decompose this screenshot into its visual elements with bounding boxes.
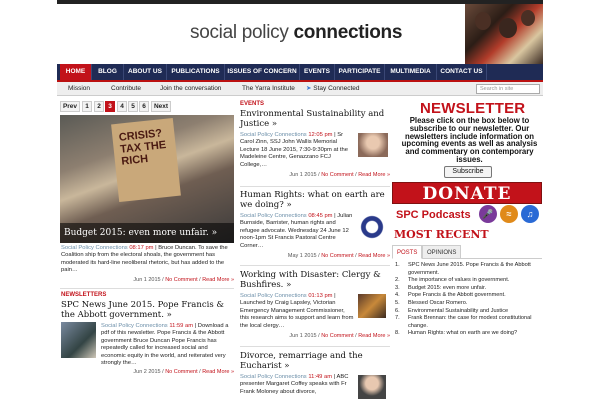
mid-divider-1 [240, 186, 390, 187]
mid-post-2: Human Rights: what on earth are we doing? » Social Policy Connections 08:45 pm | Julian Burnside, Barrister, human rights and refugee advocate. Wednesday 24 June 12 noon-1pm St Francis Pastoral Centre Corner… May 1 2015 / No Comment / Read More » [240, 190, 390, 260]
subnav-join[interactable]: Join the conversation [160, 85, 222, 92]
mid-post-4: Divorce, remarriage and the Eucharist » Social Policy Connections 11:49 am | ABC presenter Margaret Coffey speaks with Fr Frank Moloney about divorce, [240, 351, 390, 396]
mid-post-3-thumbnail[interactable] [358, 294, 386, 318]
left-post-thumbnail[interactable] [61, 322, 96, 358]
pager-page-6[interactable]: 6 [139, 101, 149, 112]
list-item[interactable]: 2. The importance of values in government. [395, 277, 510, 284]
main-nav [57, 64, 543, 82]
feature-excerpt: Social Policy Connections 08:17 pm | Bruce Duncan. To save the Coalition ship from the electoral shoals, the government has moderated its hard-line neoliberal rhetoric, but has added to the pain… Jun 1 2015 / No Comment / Read More » [61, 245, 234, 283]
mid-post-4-title[interactable]: Divorce, remarriage and the Eucharist » [240, 351, 363, 371]
pager-page-2[interactable]: 2 [94, 101, 104, 112]
search-input[interactable]: Search in site [476, 84, 540, 94]
mid-post-1-title[interactable]: Environmental Sustainability and Justice » [240, 109, 385, 129]
left-post-readmore[interactable]: Read More » [202, 369, 234, 376]
pager-page-3[interactable]: 3 [105, 101, 115, 112]
recent-tabs [392, 245, 542, 259]
most-recent-heading: MOST RECENT [394, 228, 489, 241]
subnav-stay-connected[interactable]: ➤ Stay Connected [306, 85, 360, 92]
mid-divider-2 [240, 265, 390, 266]
nav-home[interactable]: HOME [60, 64, 92, 80]
mid-post-2-title[interactable]: Human Rights: what on earth are we doing? » [240, 190, 385, 210]
nav-participate[interactable]: PARTICIPATE [335, 64, 385, 80]
feature-slide[interactable] [60, 115, 234, 243]
recent-list [394, 262, 542, 338]
sub-nav [57, 82, 543, 96]
list-item[interactable]: 4. Pope Francis & the Abbott government. [395, 292, 506, 299]
donate-button[interactable]: DONATE [392, 182, 542, 204]
subscribe-button[interactable]: Subscribe [444, 166, 492, 178]
list-item[interactable]: 6. Environmental Sustainability and Justice [395, 307, 509, 314]
feature-readmore[interactable]: Read More » [202, 276, 234, 283]
header-photo [465, 4, 543, 64]
mid-post-3-title[interactable]: Working with Disaster: Clergy & Bushfires. » [240, 270, 381, 290]
list-item[interactable]: 1. SPC News June 2015. Pope Francis & the Abbott government. [395, 262, 531, 276]
pager-page-4[interactable]: 4 [117, 101, 127, 112]
list-item[interactable]: 3. Budget 2015: even more unfair. [395, 284, 487, 291]
tab-posts[interactable]: POSTS [392, 245, 422, 259]
subnav-contribute[interactable]: Contribute [111, 85, 141, 92]
mid-post-3: Working with Disaster: Clergy & Bushfires. » Social Policy Connections 01:13 pm | Launched by Craig Lapsley, Victorian Emergency Management Commissioner, this research aims to support and learn from the local clergy… Jun 1 2015 / No Comment / Read More » [240, 270, 390, 340]
nav-events[interactable]: EVENTS [300, 64, 335, 80]
list-item[interactable]: 5. Blessed Oscar Romero. [395, 299, 468, 306]
feature-sign-text: CRISIS? TAX THE RICH [118, 127, 167, 168]
left-post-category[interactable]: NEWSLETTERS [61, 292, 107, 298]
podcast-icon[interactable]: 🎤 [479, 205, 497, 223]
mid-divider-3 [240, 346, 390, 347]
list-item[interactable]: 8. Human Rights: what on earth are we doing? [395, 330, 518, 337]
connect-icon: ➤ [306, 85, 314, 92]
pager-prev[interactable]: Prev [60, 101, 80, 112]
rss-icon[interactable]: ≈ [500, 205, 518, 223]
nav-issues-of-concern[interactable]: ISSUES OF CONCERN [225, 64, 300, 80]
pager-next[interactable]: Next [151, 101, 171, 112]
pager-page-5[interactable]: 5 [128, 101, 138, 112]
left-post-title[interactable]: SPC News June 2015. Pope Francis & the Abbott government. » [61, 300, 224, 320]
pager-page-1[interactable]: 1 [82, 101, 92, 112]
site-header [57, 4, 543, 64]
list-item[interactable]: 7. Frank Brennan: the case for modest constitutional change. [395, 315, 532, 329]
tab-opinions[interactable]: OPINIONS [422, 245, 461, 259]
site-logo[interactable]: social policy connections [190, 22, 403, 43]
nav-contact-us[interactable]: CONTACT US [437, 64, 487, 80]
newsletter-heading: NEWSLETTER [420, 100, 526, 117]
subnav-yarra[interactable]: The Yarra Institute [242, 85, 295, 92]
nav-blog[interactable]: BLOG [92, 64, 124, 80]
nav-publications[interactable]: PUBLICATIONS [167, 64, 225, 80]
feature-comment-link[interactable]: No Comment [165, 276, 198, 283]
podcasts-heading[interactable]: SPC Podcasts [396, 209, 471, 221]
mid-post-1: EVENTS Environmental Sustainability and Justice » Social Policy Connections 12:05 pm | Sr Carol Zinn, SSJ John Wallis Memorial Lecture 18 June 2015, 7:30-9:30pm at the Madeleine Centre, Genazzano FCJ College,… Jun 1 2015 / No Comment / Read More » [240, 101, 390, 179]
left-post-comment-link[interactable]: No Comment [165, 369, 198, 376]
mid-post-4-thumbnail[interactable] [358, 375, 386, 399]
left-divider [60, 288, 234, 289]
nav-about-us[interactable]: ABOUT US [124, 64, 167, 80]
subnav-mission[interactable]: Mission [68, 85, 91, 92]
newsletter-text: Please click on the box below to subscribe to our newsletter. Our newsletters include information on upcoming events as well as analysis and commentary on contemporary issues. [401, 116, 538, 164]
mid-post-1-thumbnail[interactable] [358, 133, 388, 157]
itunes-icon[interactable]: ♫ [521, 205, 539, 223]
feature-caption[interactable]: Budget 2015: even more unfair. » [60, 223, 234, 243]
left-post: NEWSLETTERS SPC News June 2015. Pope Francis & the Abbott government. » Social Policy Connections 11:59 am | Download a pdf of this newsletter. Pope Francis & the Abbott government Bruce Duncan Pope Francis has repeatedly called for increased social and economic equity in the world, and reiterated very strongly the… Jun 2 2015 / No Comment / Read More » [61, 292, 234, 376]
mid-post-2-thumbnail[interactable] [358, 214, 386, 240]
nav-multimedia[interactable]: MULTIMEDIA [385, 64, 437, 80]
